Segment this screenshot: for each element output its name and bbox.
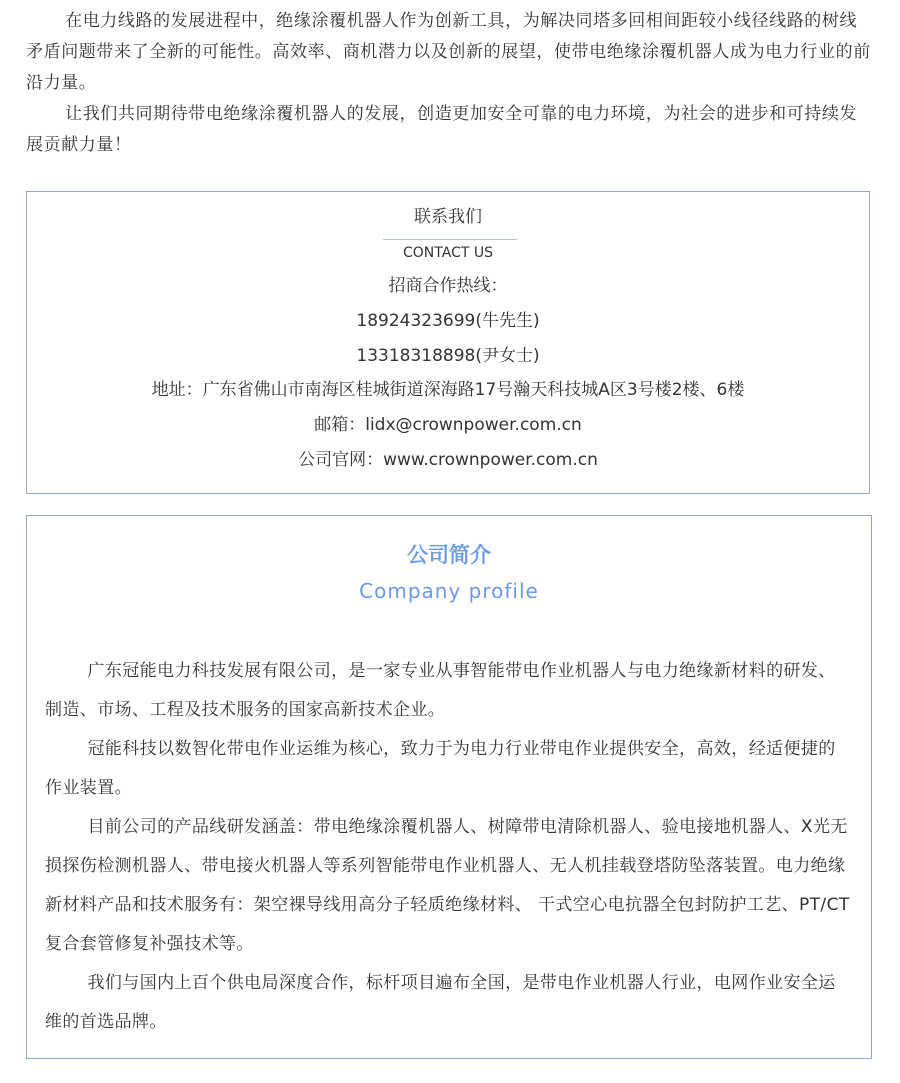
profile-paragraph: 冠能科技以数智化带电作业运维为核心，致力于为电力行业带电作业提供安全，高效，经适便捷的作业装置。 [45,739,836,798]
phone-number-1: 18924323699(牛先生) [356,310,540,331]
profile-body [45,652,851,1042]
contact-divider [383,239,517,240]
intro-paragraph: 让我们共同期待带电绝缘涂覆机器人的发展，创造更加安全可靠的电力环境，为社会的进步和可持续发展贡献力量！ [26,104,858,155]
contact-title: 联系我们 [414,207,482,227]
company-profile-card [26,515,872,1059]
profile-title: 公司简介 [407,543,491,567]
company-email: 邮箱：lidx@crownpower.com.cn [314,415,582,436]
contact-card [26,191,870,494]
profile-subtitle: Company profile [359,579,539,603]
profile-paragraph: 我们与国内上百个供电局深度合作，标杆项目遍布全国，是带电作业机器人行业，电网作业安全运维的首选品牌。 [45,973,836,1032]
profile-paragraph: 目前公司的产品线研发涵盖：带电绝缘涂覆机器人、树障带电清除机器人、验电接地机器人、X光无损探伤检测机器人、带电接火机器人等系列智能带电作业机器人、无人机挂载登塔防坠落装置。电力绝缘新材料产品和技术服务有：架空裸导线用高分子轻质绝缘材料、 干式空心电抗器全包封防护工艺、PT/CT复合套管修复补强技术等。 [45,817,850,954]
profile-paragraph: 广东冠能电力科技发展有限公司，是一家专业从事智能带电作业机器人与电力绝缘新材料的研发、制造、市场、工程及技术服务的国家高新技术企业。 [45,661,836,720]
intro-paragraph: 在电力线路的发展进程中，绝缘涂覆机器人作为创新工具，为解决同塔多回相间距较小线径线路的树线矛盾问题带来了全新的可能性。高效率、商机潜力以及创新的展望，使带电绝缘涂覆机器人成为电力行业的前沿力量。 [26,11,871,93]
contact-details [27,269,869,478]
hotline-label: 招商合作热线： [388,276,508,296]
contact-subtitle: CONTACT US [403,245,493,261]
company-website: 公司官网：www.crownpower.com.cn [298,449,598,470]
intro-section [26,6,874,161]
company-address: 地址：广东省佛山市南海区桂城街道深海路17号瀚天科技城A区3号楼2楼、6楼 [151,380,745,401]
phone-number-2: 13318318898(尹女士) [356,345,540,366]
